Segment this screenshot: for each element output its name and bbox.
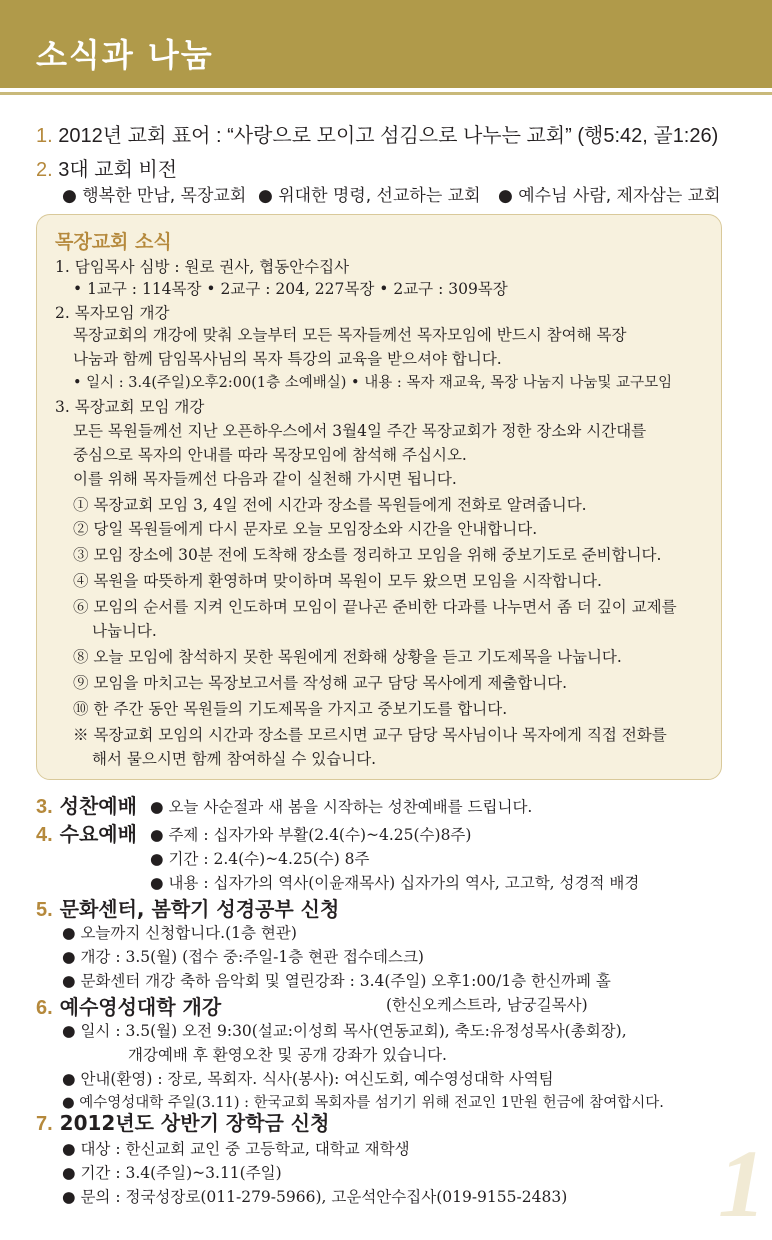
page-number: 1 (718, 1130, 766, 1237)
box-line: 모든 목원들께선 지난 오픈하우스에서 3월4일 주간 목장교회가 정한 장소와 시간대를 (73, 422, 647, 440)
item-2-title: 3대 교회 비전 (58, 159, 178, 181)
item-1-text: 2012년 교회 표어 : “사랑으로 모이고 섬김으로 나누는 교회” (행5:42, 골1:26) (58, 125, 719, 147)
box-line: 1. 담임목사 심방 : 원로 권사, 협동안수집사 (55, 258, 350, 276)
item-5-line: (한신오케스트라, 남궁길목사) (386, 996, 588, 1014)
box-line: ⑩ 한 주간 동안 목원들의 기도제목을 가지고 중보기도를 합니다. (73, 700, 508, 718)
item-5-line: ● 문화센터 개강 축하 음악회 및 열린강좌 : 3.4(주일) 오후1:00/1층 한신까페 홀 (62, 972, 611, 990)
box-line: ⑨ 모임을 마치고는 목장보고서를 작성해 교구 담당 목사에게 제출합니다. (73, 674, 568, 692)
item-4-heading (36, 821, 137, 848)
item-2-bullet-1: ● 행복한 만남, 목장교회 (62, 186, 247, 206)
box-line: ⑧ 오늘 모임에 참석하지 못한 목원에게 전화해 상황을 듣고 기도제목을 나눕니다. (73, 648, 622, 666)
box-line: 목장교회의 개강에 맞춰 오늘부터 모든 목자들께선 목자모임에 반드시 참여해 목장 (73, 326, 627, 344)
box-line: 2. 목자모임 개강 (55, 304, 170, 322)
item-6-heading (36, 994, 221, 1021)
box-line: ③ 모임 장소에 30분 전에 도착해 장소를 정리하고 모임을 위해 중보기도로 준비합니다. (73, 546, 662, 564)
box-line: ① 목장교회 모임 3, 4일 전에 시간과 장소를 목원들에게 전화로 알려줍니다. (73, 496, 587, 514)
item-3-heading (36, 793, 137, 820)
item-3-number: 3. (36, 796, 53, 818)
item-5-heading (36, 896, 339, 923)
item-3-title: 성찬예배 (59, 794, 137, 818)
item-5-line: ● 개강 : 3.5(월) (접수 중:주일-1층 현관 접수데스크) (62, 948, 424, 966)
box-line: 나눕니다. (92, 622, 157, 640)
box-line: ※ 목장교회 모임의 시간과 장소를 모르시면 교구 담당 목사님이나 목자에게 직접 전화를 (73, 726, 667, 744)
item-5-number: 5. (36, 899, 53, 921)
item-6-line: ● 예수영성대학 주일(3.11) : 한국교회 목회자를 섬기기 위해 전교인 1만원 헌금에 참여합시다. (62, 1095, 664, 1111)
box-line: • 1교구 : 114목장 • 2교구 : 204, 227목장 • 2교구 : 309목장 (73, 280, 508, 298)
box-title: 목장교회 소식 (55, 231, 172, 253)
item-4-line: ● 주제 : 십자가와 부활(2.4(수)~4.25(수)8주) (150, 826, 472, 844)
item-1-number: 1. (36, 125, 53, 147)
box-line: 3. 목장교회 모임 개강 (55, 398, 205, 416)
box-line: 이를 위해 목자들께선 다음과 같이 실천해 가시면 됩니다. (73, 470, 457, 488)
item-2-number: 2. (36, 159, 53, 181)
item-4-line: ● 내용 : 십자가의 역사(이윤재목사) 십자가의 역사, 고고학, 성경적 배경 (150, 874, 640, 892)
item-5-line: ● 오늘까지 신청합니다.(1층 현관) (62, 924, 297, 942)
item-7-number: 7. (36, 1113, 53, 1135)
box-line: 해서 물으시면 함께 참여하실 수 있습니다. (92, 750, 377, 768)
item-7-line: ● 기간 : 3.4(주일)~3.11(주일) (62, 1164, 282, 1182)
item-2-heading (36, 157, 177, 183)
item-5-title: 문화센터, 봄학기 성경공부 신청 (59, 897, 340, 921)
box-line: ④ 목원을 따뜻하게 환영하며 맞이하며 목원이 모두 왔으면 모임을 시작합니다. (73, 572, 602, 590)
box-line: ② 당일 목원들에게 다시 문자로 오늘 모임장소와 시간을 안내합니다. (73, 520, 538, 538)
item-6-line: ● 안내(환영) : 장로, 목회자. 식사(봉사): 여신도회, 예수영성대학 사역팀 (62, 1070, 554, 1088)
item-4-number: 4. (36, 824, 53, 846)
item-7-title: 2012년도 상반기 장학금 신청 (59, 1111, 330, 1135)
item-7-line: ● 문의 : 정국성장로(011-279-5966), 고운석안수집사(019-9155-2483) (62, 1188, 568, 1206)
box-line: • 일시 : 3.4(주일)오후2:00(1층 소예배실) • 내용 : 목자 재교육, 목장 나눔지 나눔및 교구모임 (73, 375, 673, 391)
item-2-bullet-3: ● 예수님 사람, 제자삼는 교회 (498, 186, 721, 206)
header-divider (0, 92, 772, 95)
box-line: ⑥ 모임의 순서를 지켜 인도하며 모임이 끝나곤 준비한 다과를 나누면서 좀 더 깊이 교제를 (73, 598, 677, 616)
item-6-number: 6. (36, 997, 53, 1019)
item-6-line: ● 일시 : 3.5(월) 오전 9:30(설교:이성희 목사(연동교회), 축도:유정성목사(총회장), (62, 1022, 627, 1040)
item-4-title: 수요예배 (59, 822, 137, 846)
item-7-heading (36, 1110, 329, 1137)
item-3-text: ● 오늘 사순절과 새 봄을 시작하는 성찬예배를 드립니다. (150, 798, 533, 816)
page-title: 소식과 나눔 (36, 36, 214, 74)
item-7-line: ● 대상 : 한신교회 교인 중 고등학교, 대학교 재학생 (62, 1140, 410, 1158)
item-1 (36, 123, 718, 149)
item-6-line: 개강예배 후 환영오찬 및 공개 강좌가 있습니다. (128, 1046, 447, 1064)
item-4-line: ● 기간 : 2.4(수)~4.25(수) 8주 (150, 850, 370, 868)
item-2-bullet-2: ● 위대한 명령, 선교하는 교회 (258, 186, 481, 206)
box-line: 나눔과 함께 담임목사님의 목자 특강의 교육을 받으셔야 합니다. (73, 350, 502, 368)
box-line: 중심으로 목자의 안내를 따라 목장모임에 참석해 주십시오. (73, 446, 467, 464)
item-6-title: 예수영성대학 개강 (59, 995, 222, 1019)
